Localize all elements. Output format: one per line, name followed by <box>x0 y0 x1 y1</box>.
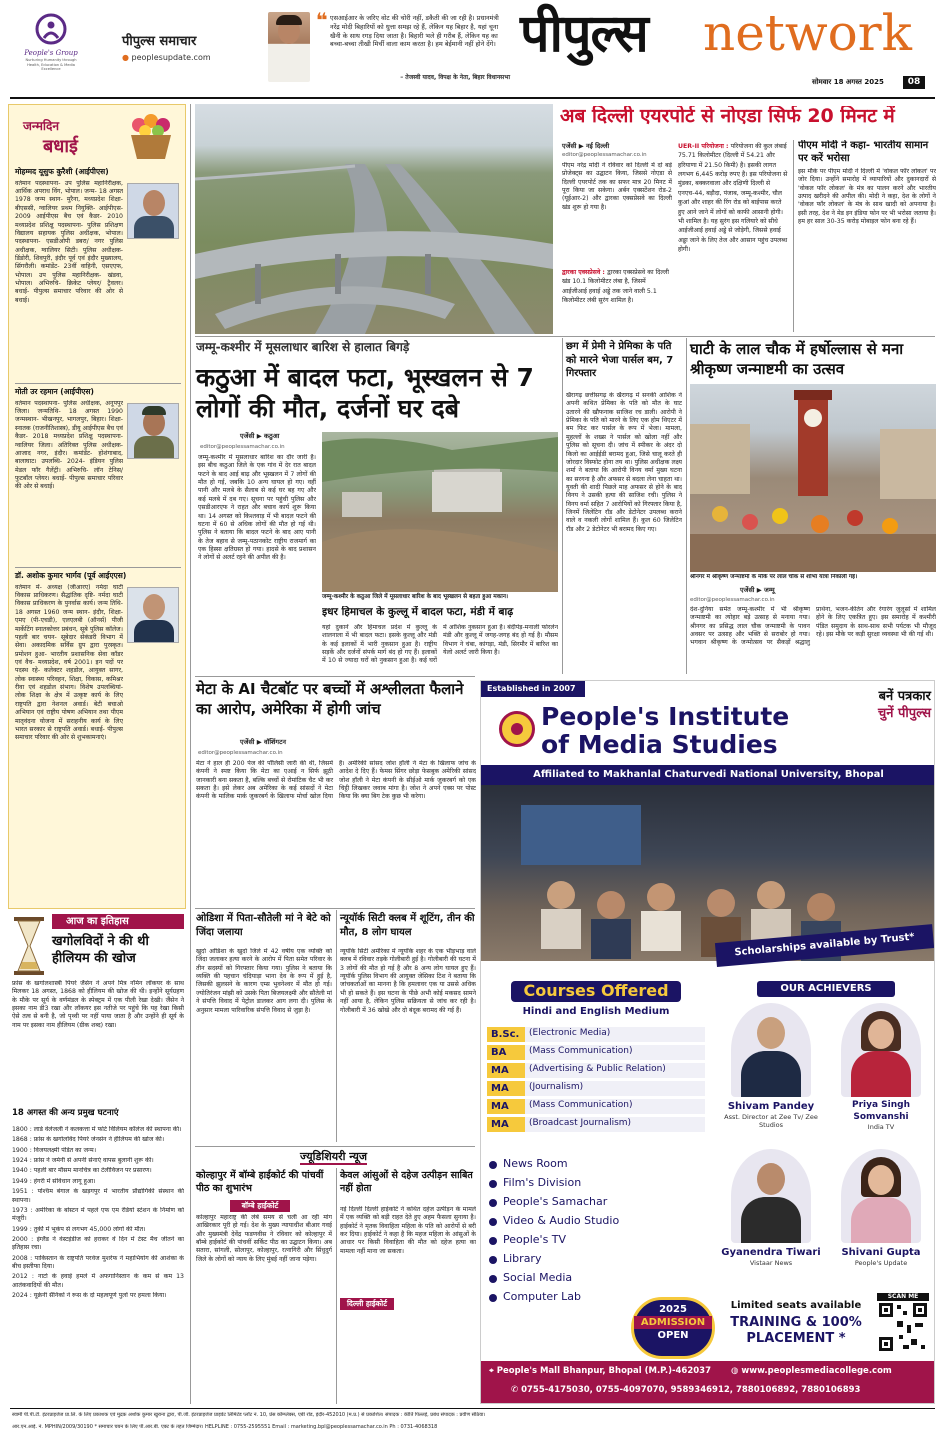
issue-date: सोमवार 18 अगस्त 2025 <box>812 78 884 86</box>
pims-advertisement <box>480 680 935 1404</box>
qr-code-icon <box>877 1301 929 1353</box>
peoples-group-logo-icon <box>22 12 80 46</box>
feature-label: Computer Lab <box>503 1290 582 1304</box>
achiever-card <box>827 1149 935 1291</box>
feature-label: News Room <box>503 1157 568 1171</box>
person-name: मोती उर रहमान (आईपीएस) <box>15 387 94 396</box>
tejashwi-photo <box>268 12 310 82</box>
become-line-1: बनें पत्रकार <box>878 689 931 704</box>
uer-text: परियोजना की कुल लंबाई 75.71 किलोमीटर (दिल्ली में 54.21 और हरियाणा में 21.50 किमी) है। इसकी लागत लगभग 6,445 करोड़ रुपए है। इस परियोजना से मुंडका, बक्करवाला और दक्षिणी दिल्ली से एनएच-44, बड़ौदा, पंजाब, जम्मू-कश्मीर, चौल कुआं और शाहर की रिंग रोड को बाईपास करते हुए आने जाने में लोगों को काफी आसानी होगी। भी शामिल है। यह सुरंग इस गलियारे को सीधे आईजीआई हवाई अड्डे से जोड़ेगी, जिससे हवाई अड्डा जाने के लिए तेज और आसान पहुंच उपलब्ध होगी। <box>678 143 788 253</box>
headline-quote: एसआईआर के जरिए वोट की चोरी नहीं, डकैती की जा रही है। प्रधानमंत्री नरेंद्र मोदी बिहारियों को धुत्ता समझ रहे हैं, लेकिन यह बिहार है, यहां चूना खैनी के साथ रगड़ दिया जाता है। बिहारी भले ही गरीब हैं, लेकिन यह का बच्चा-बच्चा तीखी मिर्ची वाला काम करता है। हम बेईमानी नहीं होने देंगे। <box>330 14 499 49</box>
globe-icon: ● <box>122 53 129 62</box>
lalchowk-headline: घाटी के लाल चौक में हर्षोल्लास से मना श्रीकृष्ण जन्माष्टमी का उत्सव <box>690 340 904 378</box>
feature-label: Social Media <box>503 1271 573 1285</box>
masthead <box>0 0 945 100</box>
course-item <box>487 1116 705 1133</box>
meta-email: editor@peoplessamachar.co.in <box>198 750 283 756</box>
course-code: MA <box>487 1081 525 1096</box>
lalchowk-caption: श्रीनगर में श्रीकृष्ण जन्माष्टमी के मौके पर लाल चौक से शोभा यात्रा निकाली गई। <box>690 574 858 580</box>
event-item: 1868 : फ्रांस के खगोलविद पियरे जेनसेन ने हीलियम की खोज की। <box>12 1136 165 1144</box>
person-photo <box>127 403 179 459</box>
person-name: डॉ. अशोक कुमार भार्गव (पूर्व आईएएस) <box>15 571 127 580</box>
column-rule <box>336 910 337 1142</box>
kolhapur-headline: कोल्हापुर में बॉम्बे हाईकोर्ट की पांचवीं पीठ का शुभारंभ <box>196 1170 324 1194</box>
feature-label: Video & Audio Studio <box>503 1214 620 1228</box>
noida-col1: पीएम नरेंद्र मोदी ने रविवार को दिल्ली में दो बड़े प्रोजेक्ट्स का उद्घाटन किया, जिससे नोएडा से दिल्ली एयरपोर्ट तक का सफर मात्र 20 मिनट में पूरा किया जा सकेगा। अर्बन एक्सटेंशन रोड-2 (यूईआर-2) और द्वारका एक्सप्रेसवे का दिल्ली खंड शुरू हो गया है। <box>562 162 672 211</box>
column-rule <box>793 140 794 332</box>
dowry-headline: केवल आंसुओं से दहेज उत्पीड़न साबित नहीं होता <box>340 1170 473 1194</box>
bullet-icon <box>489 1294 497 1302</box>
section-rule <box>195 1146 475 1147</box>
admission-year: 2025 <box>659 1304 687 1315</box>
course-code: MA <box>487 1117 525 1132</box>
kolhapur-box: बॉम्बे हाईकोर्ट <box>230 1200 290 1212</box>
feature-label: People's TV <box>503 1233 567 1247</box>
achiever-card <box>827 1003 935 1145</box>
dwarka-text: द्वारका एक्सप्रेसवे का दिल्ली खंड 10.1 किलोमीटर लंबा है, जिसमें आईजीआई हवाई अड्डे तक जाने वाली 5.1 किलोमीटर लंबी सुरंग शामिल है। <box>562 269 670 305</box>
achiever-name: Priya Singh Somvanshi <box>851 1100 911 1122</box>
institute-name <box>541 703 841 758</box>
uer-subhead: UER-II परियोजना : <box>678 143 729 150</box>
feature-item <box>489 1269 709 1288</box>
parcel-bomb-text: खैरागढ़ छत्तीसगढ़ के खैरागढ़ में सनकी आशिक ने अपनी कथित प्रेमिका के पति को मौत के घाट उतारने की खौफनाक साजिश रच डाली। आरोपी ने प्रेमिका के पति को मारने के लिए एक होम थिएटर में बम फिट कर पार्सल के रूप में भेजा। मामला, मुहल्लों के शख्स ने पार्सल को खोला नहीं और पुलिस को सूचना दी। जांच में स्पीकर के अंदर दो किलो का आईईडी बरामद हुआ, जिसे चालू करते ही जोरदार विस्फोट होना तय था। पुलिस अधीक्षक लक्ष्य शर्मा ने बताया कि आरोपी विनय वर्मा मुख्य घटना का सरगना है और अफसर से बदला लेना चाहता था। युवती की शादी पिछले माह अफसर से होने के बाद विनय ने उसकी हत्या की साजिश रची। पुलिस ने विनय वर्मा सहित 7 आरोपियों को गिरफ्तार किया है, जिनमें जिलेटिन रॉड और डेटोनेटर उपलब्ध कराने वाले व नकली लोगों शामिल हैं। कुल 60 जिलेटिन रॉड और 2 डेटोनेटर भी बरामद किए गए। <box>566 392 682 533</box>
meta-headline: मेटा के AI चैटबॉट पर बच्चों में अश्लीलता फैलाने का आरोप, अमेरिका में होगी जांच <box>196 680 464 718</box>
institute-line-2: of Media Studies <box>541 729 778 759</box>
feature-label: Film's Division <box>503 1176 582 1190</box>
noida-col2 <box>678 142 788 332</box>
birthday-title-small: जन्मदिन <box>23 119 60 133</box>
quote-mark-icon: ❝ <box>316 8 328 32</box>
achiever-role: People's Update <box>854 1259 908 1267</box>
newyork-text: न्यूयॉर्क सिटी अमेरिका में न्यूयॉर्क शहर के एक भीड़भाड़ वाले क्लब में रविवार तड़के गोलीबारी हुई है। गोलीबारी की घटना में 3 लोगों की मौत हो गई है और 8 अन्य लोग घायल हुए हैं। न्यूयॉर्क पुलिस विभाग की आयुक्त जेसिका टिश ने बताया कि जांचकर्ताओं का मानना है कि हमलावर एक या उससे अधिक भी हो सकते हैं। इस घटना के पीछे अभी कोई मकसद सामने नहीं आया है, लेकिन पुलिस सक्रियता से जांच कर रही है। गोलीबारी में 36 खोखे और दो बंदूक बरामद की गई हैं। <box>340 948 476 1014</box>
kathua-landslide-photo <box>322 432 558 592</box>
bullet-icon <box>489 1199 497 1207</box>
hourglass-icon <box>12 916 46 976</box>
course-code: B.Sc. <box>487 1027 525 1042</box>
expressway-photo <box>195 104 553 334</box>
person-photo <box>127 587 179 643</box>
lalchowk-text: देश-दुनिया समेत जम्मू-कश्मीर में भी श्रीकृष्ण जन्माष्टमी का त्योहार बड़े उत्साह से मनाया गया। श्रीनगर का प्रसिद्ध लाल चौक जन्माष्टमी के पावन अवसर पर उत्साह और भक्ति से सराबोर हो गया। भगवान श्रीकृष्ण के जन्मोत्सव पर सैकड़ों श्रद्धालु प्रार्थना, भजन-कीर्तन और रंगारंग जुलूसों में शामिल होने के लिए एकत्रित हुए। इस समारोह में कश्मीरी पंडित समुदाय के साथ-साथ सभी पर्यटक भी मौजूद रहे। इस मौके पर कड़ी सुरक्षा व्यवस्था भी की गई थी। <box>690 606 936 647</box>
feature-item <box>489 1174 709 1193</box>
admission-open: OPEN <box>657 1330 689 1341</box>
history-section <box>8 914 186 1404</box>
masthead-rule <box>10 97 935 99</box>
paper-name: पीपुल्स समाचार <box>122 34 197 49</box>
meta-byline: एजेंसी ▶ वॉशिंगटन <box>240 738 286 746</box>
kathua-kicker: जम्मू-कश्मीर में मूसलाधार बारिश से हालात बिगड़े <box>196 340 410 354</box>
bullet-icon <box>489 1161 497 1169</box>
location-icon: ⌖ <box>489 1366 494 1376</box>
pims-emblem-icon <box>499 711 535 747</box>
person-photo <box>127 183 179 239</box>
column-rule <box>686 338 687 674</box>
course-code: BA <box>487 1045 525 1060</box>
dowry-text: नई दिल्ली दिल्ली हाईकोर्ट ने कथित दहेज उत्पीड़न के मामले में एक व्यक्ति को बड़ी राहत देते हुए अहम फैसला सुनाया है। हाईकोर्ट ने मृतक विवाहिता महिला के पति को आरोपों से बरी कर दिया। हाईकोर्ट ने कहा है कि महज महिला के आंसुओं के आधार पर किसी विवाहिता की मौत को दहेज हत्या का मामला नहीं माना जा सकता। <box>340 1206 476 1255</box>
course-item <box>487 1044 705 1061</box>
feature-label: Library <box>503 1252 542 1266</box>
feature-item <box>489 1193 709 1212</box>
dowry-box: दिल्ली हाईकोर्ट <box>340 1298 394 1310</box>
ad-website: www.peoplesmediacollege.com <box>741 1366 892 1376</box>
birthday-section <box>8 104 186 909</box>
become-journalist <box>827 689 931 723</box>
achiever-name: Shivam Pandey <box>727 1101 815 1112</box>
courses-title: Courses Offered <box>511 981 681 1002</box>
course-item <box>487 1098 705 1115</box>
event-item: 1800 : लार्ड वेलेजली ने कलकत्ता में फोर्ट विलियम कॉलेज की स्थापना की। <box>12 1126 182 1133</box>
event-item: 2008 : पाकिस्तान के राष्ट्रपति परवेज मुशर्रफ ने महाभियोग की आशंका के बीच इस्तीफा दिया। <box>12 1254 184 1271</box>
noida-headline: अब दिल्ली एयरपोर्ट से नोएडा सिर्फ 20 मिनट में <box>560 106 895 127</box>
birthday-header <box>17 111 177 163</box>
phones-line <box>511 1385 860 1396</box>
section-rule <box>195 336 935 337</box>
globe-icon: ◍ <box>731 1366 739 1376</box>
courses-list <box>481 1026 711 1133</box>
meta-text: मेटा ने हाल ही 200 पेज की पॉलिसी जारी की थी, जिसमें कंपनी ने स्पष्ट किया कि मेटा का एआई न सिर्फ झूठी जानकारी बना सकता है, बल्कि बच्चों से रोमांटिक चैट भी कर सकता है। इसे लेकर अब अमेरिका के कई सांसदों ने मेटा कंपनी के मालिक मार्क जुकरबर्ग के खिलाफ मोर्चा खोल दिया है। अमेरिकी सांसद जोश हॉली ने मेटा के खिलाफ जांच के आदेश दे दिए हैं। फेमस सिंगर छोड़ा फेसबुक अमेरिकी सांसद जोश हॉली ने मेटा कंपनी के सीईओ मार्क जुकरबर्ग को एक चिट्ठी लिखकर जवाब मांगा है। जोश ने अपने एक्स पर पोस्ट किया कि क्या बिग टेक कुछ भी करेगा। <box>196 760 476 801</box>
kathua-text: जम्मू-कश्मीर में मूसलाधार बारिश का दौर जारी है। इस बीच कठुआ जिले के एक गांव में देर रात बादल फटने के बाद आई बाढ़ और भूस्खलन में 7 लोगों की मौत हो गई, जबकि 10 अन्य घायल हो गए। वहीं पानी और मलबे के सैलाब से कई घर बह गए और कई मलबे में दब गए। सूचना पर पहुंची पुलिस और एसडीआरएफ ने राहत और बचाव कार्य शुरू किया था। 14 अगस्त को किश्तवाड़ में भी बादल फटने की घटना में 60 से अधिक लोगों की मौत हो गई थी। पुलिस ने बताया कि बादल फटने के बाद आए पानी के तेज बहाव से जम्मू-पठानकोट राष्ट्रीय राजमार्ग का एक हिस्सा क्षतिग्रस्त हो गया। हादसे के बाद प्रशासन ने लोगों से अलर्ट रहने की अपील की है। <box>198 454 316 562</box>
noida-byline: एजेंसी ▶ नई दिल्ली <box>562 142 610 150</box>
person-bio: वर्तमान पदस्थापना- उप पुलिस महानिरीक्षक, आर्थिक अपराध विंग, भोपाल। जन्म- 18 अगस्त 1978 जन्म स्थान- मुरैना, मध्यप्रदेश शिक्षा- बीएससी, ग्वालियर प्रथम नियुक्ति- आईपीएस- 2009 आईपीएस बैच एवं कैडर- 2010 मध्यप्रदेश प्रशिक्षु पदस्थापना- पुलिस प्रशिक्षण विद्यालय सहायक पुलिस अधीक्षक, भोपाल। पदस्थापना- एसडीओपी डबरा/ नगर पुलिस अधीक्षक, ग्वालियर सिटी। पुलिस अधीक्षक- डिंडोरी, शिवपुरी, इंदौर पूर्व एवं इंदौर मुख्यालय, सिंगरौली। कमांडेंट- 23वीं वाहिनी, एसएएफ, भोपाल। उप पुलिस महानिरीक्षक- खंडवा, भोपाल। अभिरुचि- क्रिकेट प्लेयर/ ट्रैवलर। बधाई- पीपुल्स समाचार परिवार की ओर से बधाई। <box>15 179 123 304</box>
event-item: 2000 : इंग्लैंड ने वेस्टइंडीज को हराकर वें दिन में टेस्ट मैच जीतने का इतिहास रचा। <box>12 1235 184 1252</box>
modi-text: इस मौके पर पीएम मोदी ने दिल्ली में 'वोकल फॉर लोकल' पर जोर दिया। उन्होंने समारोह में व्यापारियों और दुकानदारों से 'वोकल फॉर लोकल' के मंत्र का पालन करने और भारतीय उत्पाद खरीदने की अपील की। मोदी ने कहा, देश के लोगों ने 'वोकल फॉर लोकल' के मंत्र के साथ खादी को अपनाया है। इसी तरह, देश ने मेड इन इंडिया फोन पर भी भरोसा जताया है। हम हर साल 30-35 करोड़ मोबाइल फोन बना रहे हैं। <box>798 168 936 226</box>
event-item: 1940 : पहली बार मौसम मानचित्र का टेलीविजन पर प्रसारण। <box>12 1167 152 1175</box>
kathua-byline: एजेंसी ▶ कठुआ <box>240 432 280 440</box>
courses-subtitle: Hindi and English Medium <box>522 1005 670 1017</box>
event-item: 1924 : फ्रांस ने जर्मनी से अपनी सेनाएं वापस बुलानी शुरू कीं। <box>12 1157 154 1165</box>
birthday-person-3 <box>15 571 181 907</box>
history-headline: खगोलविदों ने की थी हीलियम की खोज <box>52 934 149 966</box>
achiever-photo <box>841 1149 921 1243</box>
noida-email: editor@peoplessamachar.co.in <box>562 152 647 158</box>
bullet-icon <box>489 1256 497 1264</box>
achiever-role: India TV <box>867 1123 895 1132</box>
courses-panel <box>481 981 711 1151</box>
history-tag: आज का इतिहास <box>52 914 184 929</box>
event-item: 1949 : हंगरी में संविधान लागू हुआ। <box>12 1177 96 1185</box>
section-rule <box>195 676 475 677</box>
footer-rule <box>10 1408 935 1409</box>
birthday-divider <box>15 567 181 568</box>
kathua-headline: कठुआ में बादल फटा, भूस्खलन से 7 लोगों की मौत, दर्जनों घर दबे <box>196 363 534 424</box>
course-name: (Mass Communication) <box>525 1045 705 1060</box>
column-rule <box>336 1168 337 1404</box>
course-code: MA <box>487 1099 525 1114</box>
section-rule <box>195 908 475 909</box>
admission-badge <box>631 1297 715 1359</box>
feature-item <box>489 1250 709 1269</box>
achiever-photo <box>731 1149 811 1243</box>
feature-item <box>489 1155 709 1174</box>
expressway-drawing <box>195 104 553 334</box>
lalchowk-byline: एजेंसी ▶ जम्मू <box>740 586 775 594</box>
course-code: MA <box>487 1063 525 1078</box>
bullet-icon <box>489 1218 497 1226</box>
imprint-line-1: स्वामी पी.पी.टी. इंटरप्राइजेज प्रा.लि. के लिए प्रकाशक एवं मुद्रक अशोक कुमार खुराना द्वारा, पी.जी. इंटरप्राइजेज प्राइवेट लिमिटेड प्लॉट नं. 10, प्रेस कॉम्प्लेक्स, एबी रोड, इंदौर-452010 (म.प्र.) से प्रकाशित। संपादक : कीर्ति पिल्लई, प्रबंध संपादक : प्रवीण सेठिया। <box>12 1412 486 1418</box>
achievers-title: OUR ACHIEVERS <box>757 981 895 997</box>
modi-headline: पीएम मोदी ने कहा- भारतीय सामान पर करें भरोसा <box>798 140 929 164</box>
odisha-text: खुर्दा ओडिशा के खुर्दा जिले में 42 वर्षीय एक व्यक्ति को जिंदा जलाकर हत्या करने के आरोप में पिता समेत परिवार के तीन सदस्यों को गिरफ्तार किया गया। पुलिस ने बताया कि व्यक्ति की पहचान चंदियाड़ा भाना देव के रूप में हुई है, जिसकी झुलसने के कारण एम्स भुवनेश्वर में मौत हो गई। ज्योतिरंजन मांझी को उसके पिता बिजयलक्ष्मी और सौतेली मां ने संपत्ति विवाद में पेट्रोल डालकर आग लगा दी। पुलिस के अनुसार मामला पारिवारिक संपत्ति विवाद से जुड़ा है। <box>196 948 332 1014</box>
institute-line-1: People's Institute <box>541 702 790 731</box>
paper-title-hindi: पीपुल्स <box>520 4 648 64</box>
event-item: 1900 : विजयलक्ष्मी पंडित का जन्म। <box>12 1146 97 1154</box>
event-item: 1999 : तुर्की में भूकंप से लगभग 45,000 लोगों की मौत। <box>12 1225 146 1233</box>
course-item <box>487 1026 705 1043</box>
course-item <box>487 1080 705 1097</box>
course-item <box>487 1062 705 1079</box>
achiever-role: Asst. Director at Zee Tv/ Zee Studios <box>724 1113 818 1130</box>
bullet-icon <box>489 1180 497 1188</box>
scholarship-ribbon: Scholarships available by Trust* <box>715 924 934 967</box>
column-rule <box>562 338 563 674</box>
landslide-drawing <box>322 432 558 592</box>
website-line <box>731 1366 892 1377</box>
lalchowk-email: editor@peoplessamachar.co.in <box>690 597 775 603</box>
website-text: peoplesupdate.com <box>131 53 211 62</box>
birthday-title-big: बधाई <box>43 136 78 157</box>
phone-icon: ✆ <box>511 1385 519 1395</box>
course-name: (Broadcast Journalism) <box>525 1117 705 1132</box>
person-bio: वर्तमान में- अध्यक्ष (जीआरए) नर्मदा घाटी विकास प्राधिकरण। सैद्धांतिक दृष्टि- नर्मदा घाटी विकास प्राधिकरण के पुनर्वास कार्य। जन्म तिथि- 18 अगस्त 1960 जन्म स्थान- इंदौर, शिक्षा- एमए (पी-एचडी), एलएलबी (ऑनर्स) पीजी मार्केटिंग स्नातकोत्तर प्रबंधन, सूबे पुलिस कॉलेज। पहली बार चयन- सूबेदार सेकंडरी विभाग में सेवा। अकादमिक सर्विस ग्रुप द्वारा पुरस्कृत। प्रमोशन हुआ- भारतीय प्रशासनिक सेवा कॉडर एवं वैच- मध्यप्रदेश, वर्ष 2001। इन पदों पर पदस्थ रहे- कलेक्टर शहडोल, आयुक्त सागर, लोक स्वास्थ्य परिवहन, शिक्षा, विकास, कमिश्नर रीवा एवं शहडोल संभाग। विशेष उपलब्धियां- लोक शिक्षा के क्षेत्र में उत्कृष्ट कार्य के लिए राष्ट्रपति द्वारा नेशनल अवार्ड। बेटी बचाओ अभियान एवं राष्ट्रीय पोषण अभियान तथा पीएम मातृवंदना योजना में सराहनीय कार्य के लिए भारत सरकार से राष्ट्रपति अवार्ड। बधाई- पीपुल्स समाचार परिवार की ओर से शुभकामनाएं। <box>15 583 123 742</box>
admission-label: ADMISSION <box>634 1316 712 1329</box>
feature-label: People's Samachar <box>503 1195 608 1209</box>
limited-seats: Limited seats available <box>730 1300 862 1311</box>
bullet-icon <box>489 1237 497 1245</box>
gift-basket-icon <box>125 113 177 161</box>
course-name: (Electronic Media) <box>525 1027 705 1042</box>
bullet-icon <box>489 1275 497 1283</box>
himachal-headline: इधर हिमाचल के कुल्लू में बादल फटा, मंडी में बाढ़ <box>322 606 514 618</box>
lalchowk-photo <box>690 384 936 572</box>
modi-sidebar <box>798 140 936 332</box>
feature-item <box>489 1212 709 1231</box>
course-name: (Journalism) <box>525 1081 705 1096</box>
events-title: 18 अगस्त की अन्य प्रमुख घटनाएं <box>12 1108 119 1118</box>
achiever-card <box>717 1003 825 1145</box>
address-line <box>489 1366 711 1377</box>
kathua-caption: जम्मू-कश्मीर के कठुआ जिले में मूसलाधार बारिश के बाद भूस्खलन से बहता हुआ मकान। <box>322 594 509 600</box>
feature-item <box>489 1231 709 1250</box>
kathua-email: editor@peoplessamachar.co.in <box>200 444 285 450</box>
history-text: फ्रांस के खगोलशास्त्री पियरे जैंसेन ने अपने मित्र नॉर्मन लॉकयर के साथ मिलकर 18 अगस्त, 1868 को हीलियम की खोज की थी। इन्होंने सूर्यग्रहण के मौके पर सूर्य के वर्णमंडल के स्पेक्ट्रम में एक पीली रेखा देखी। जैंसेन ने इसका नाम डी3 रखा और लॉकयर इस नतीजे पर पहुंचे कि यह रेखा किसी ऐसे तत्व से बनी है, जो पृथ्वी पर नहीं पाया जाता है और उन्होंने ही सूर्य के नाम पर इसका नाम हीलियम (ग्रीक शब्द) रखा। <box>12 980 184 1029</box>
affiliated-banner: Affiliated to Makhanlal Chaturvedi National University, Bhopal <box>481 765 935 785</box>
achiever-role: Vistaar News <box>749 1259 793 1267</box>
judiciary-tag-text: ज्यूडिशियरी न्यूज <box>300 1150 368 1163</box>
website <box>122 53 211 63</box>
become-line-2: चुनें पीपुल्स <box>878 705 931 721</box>
qr-code <box>877 1293 929 1357</box>
judiciary-tag <box>300 1150 390 1164</box>
birthday-divider <box>15 383 181 384</box>
event-item: 2012 : नाटो के हवाई हमले में अफगानिस्तान के कम से कम 13 आतंकवादियों की मौत। <box>12 1273 184 1289</box>
course-name: (Mass Communication) <box>525 1099 705 1114</box>
column-rule <box>190 104 191 1404</box>
events-list <box>12 1126 184 1402</box>
lalchowk-drawing <box>690 384 936 572</box>
course-name: (Advertising & Public Relation) <box>525 1063 705 1078</box>
person-bio: वर्तमान पदस्थापना- पुलिस अधीक्षक, अनूपपुर जिला। जन्मतिथि- 18 अगस्त 1990 जन्मस्थान- भीखनपुर, भागलपुर, बिहार। शिक्षा- स्नातक (राजनीतिशास्त्र), डीयू आईपीएस बैच एवं कैडर- 2018 मध्यप्रदेश प्रशिक्षु पदस्थापना- ग्वालियर जिला। अतिरिक्त पुलिस अधीक्षक- आजाद नगर, इंदौर। कमांडेंट- होशंगाबाद, बालाघाट। उपलब्धि- 2024- इंडियन पुलिस मेडल फॉर गैलेंट्री। अभिरुचि- लॉन टेनिस/ फुटबॉल प्लेयर। बधाई- पीपुल्स समाचार परिवार की ओर से बधाई। <box>15 399 123 491</box>
odisha-headline: ओडिशा में पिता-सौतेली मां ने बेटे को जिंदा जलाया <box>196 913 331 938</box>
imprint-line-2: आर.एन.आई. नं. MPHIN/2009/30190 * समाचार चयन के लिए पी.आर.बी. एक्ट के तहत जिम्मेदार। HELPLINE : 0755-2595551 Email : marketing.bpl@peoplessamachar.co.in Ph : 0731-4068318 <box>12 1424 438 1430</box>
peoples-group-logo <box>22 12 80 72</box>
paper-title-english: network <box>703 4 912 62</box>
scan-label: SCAN ME <box>877 1293 929 1301</box>
achiever-photo <box>731 1003 811 1097</box>
himachal-text: यहां दुकानें और हिमाचल प्रदेश में कुल्लू के शालनाला में भी बादल फटा। इसके कुल्लू और मंडी के कई इलाकों में भारी नुकसान हुआ है। राष्ट्रीय सड़कें और दर्जनों संपर्क मार्ग बंद हो गए हैं। इलाकों में 10 से ज्यादा घरों को नुकसान हुआ है। कई घरों में आंशिक नुकसान हुआ है। बंदीपेड़-मनाली फोरलेन मंडी और कुल्लू में जगह-जगह बंद हो गई है। मौसम विभाग ने चंबा, कांगड़ा, मंडी, सिरमौर में बारिश का येलो अलर्ट जारी किया है। <box>322 624 558 665</box>
achiever-name: Shivani Gupta <box>841 1247 921 1258</box>
kolhapur-text: कोल्हापुर महाराष्ट्र की लंबे समय से चली आ रही मांग आखिरकार पूरी हो गई। देश के मुख्य न्यायाधीश बीआर गवई और मुख्यमंत्री देवेंद्र फडणवीस ने रविवार को कोल्हापुर में बॉम्बे हाईकोर्ट की पांचवीं सर्किट पीठ का उद्घाटन किया। अब सतारा, सांगली, सोलापुर, कोल्हापुर, रत्नागिरी और सिंधुदुर्ग जिले के लोगों को न्याय के लिए मुंबई नहीं जाना पड़ेगा। <box>196 1214 332 1263</box>
birthday-person-2 <box>15 387 181 567</box>
brand-tag: Nurturing Humanity through Health, Education & Media Excellence <box>25 58 77 71</box>
event-item: 1951 : पश्चिम बंगाल के खड़गपुर में भारतीय प्रौद्योगिकी संस्थान की स्थापना। <box>12 1188 184 1204</box>
address-text: People's Mall Bhanpur, Bhopal (M.P.)-462037 <box>496 1366 711 1376</box>
established-badge: Established in 2007 <box>481 681 585 697</box>
dwarka-subhead: द्वारका एक्सप्रेसवे : <box>562 269 605 276</box>
page-number: 08 <box>903 76 925 89</box>
parcel-bomb-headline: छग में प्रेमी ने प्रेमिका के पति को मारने भेजा पार्सल बम, 7 गिरफ्तार <box>566 341 674 379</box>
achiever-photo <box>841 1003 921 1097</box>
noida-col1b <box>562 268 672 330</box>
event-item: 2024 : यूक्रेनी सैनिकों ने रूस के दो महत्वपूर्ण पुलों पर हमला किया। <box>12 1292 167 1300</box>
brand-sub: People's Group <box>24 49 78 58</box>
achiever-name: Gyanendra Tiwari <box>721 1247 821 1258</box>
achievers-panel <box>717 981 935 1293</box>
training-placement: TRAINING & 100% PLACEMENT * <box>730 1315 862 1346</box>
newyork-headline: न्यूयॉर्क सिटी क्लब में शूटिंग, तीन की मौत, 8 लोग घायल <box>340 913 475 938</box>
person-name: मोहम्मद यूसुफ कुरैशी (आईपीएस) <box>15 167 109 176</box>
quote-attribution: – तेजस्वी यादव, विपक्ष के नेता, बिहार विधानसभा <box>400 74 510 81</box>
achiever-card <box>717 1149 825 1291</box>
event-item: 1973 : अमेरिका के बोस्टन में पहले एफ एम रेडियो स्टेशन के निर्माण को मंजूरी। <box>12 1206 184 1223</box>
phone-numbers: 0755-4175030, 0755-4097070, 9589346912, 7880106892, 7880106893 <box>521 1385 861 1395</box>
birthday-person-1 <box>15 167 181 379</box>
contact-footer <box>481 1361 935 1404</box>
